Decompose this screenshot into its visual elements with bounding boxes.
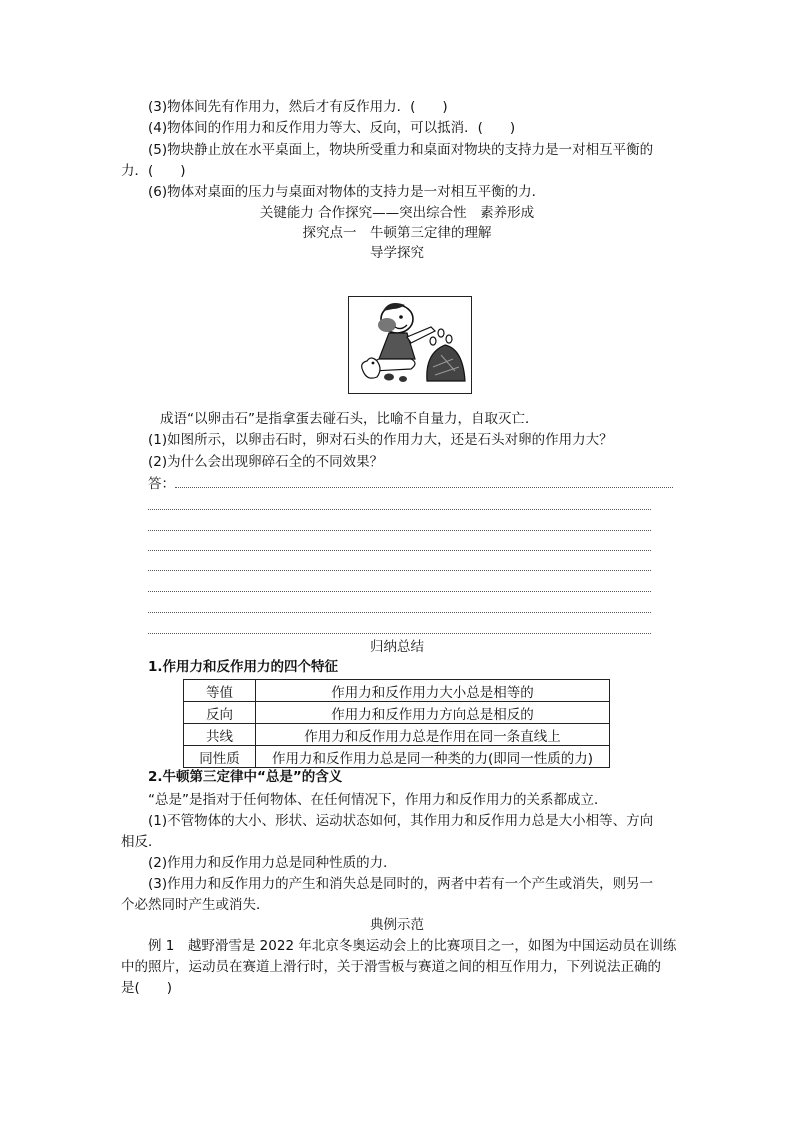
idiom-question-1: (1)如图所示，以卵击石时，卵对石头的作用力大，还是石头对卵的作用力大？ [148, 432, 613, 448]
always-point-3-line-2: 个必然同时产生或消失． [121, 897, 270, 913]
item-5-line-1: (5)物块静止放在水平桌面上，物块所受重力和桌面对物块的支持力是一对相互平衡的 [148, 142, 654, 158]
egg-hitting-stone-icon [349, 297, 470, 392]
item-5-line-2: 力．( ) [121, 163, 186, 179]
answer-line[interactable] [175, 487, 673, 488]
table-row [184, 724, 610, 746]
table-row [184, 746, 610, 768]
feature-key: 同性质 [184, 746, 256, 768]
feature-key: 共线 [184, 724, 256, 746]
idiom-question-2: (2)为什么会出现卵碎石全的不同效果？ [148, 454, 384, 470]
idiom-intro: 成语“以卵击石”是指拿蛋去碰石头，比喻不自量力，自取灭亡． [160, 411, 539, 427]
example-heading: 典例示范 [370, 917, 424, 933]
always-title: 2.牛顿第三定律中“总是”的含义 [148, 769, 343, 785]
table-row [184, 702, 610, 724]
feature-desc: 作用力和反作用力总是同一种类的力(即同一性质的力) [256, 746, 610, 768]
answer-line[interactable] [148, 530, 651, 531]
answer-line[interactable] [148, 570, 651, 571]
item-6: (6)物体对桌面的压力与桌面对物体的支持力是一对相互平衡的力． [148, 184, 546, 200]
item-4: (4)物体间的作用力和反作用力等大、反向，可以抵消．( ) [148, 120, 516, 136]
feature-desc: 作用力和反作用力大小总是相等的 [256, 680, 610, 702]
answer-label: 答： [148, 476, 175, 492]
feature-desc: 作用力和反作用力方向总是相反的 [256, 702, 610, 724]
key-ability-heading: 关键能力 合作探究——突出综合性 素养形成 [259, 205, 535, 221]
answer-line[interactable] [148, 550, 651, 551]
answer-line[interactable] [148, 509, 651, 510]
item-3: (3)物体间先有作用力，然后才有反作用力．( ) [148, 99, 448, 115]
guided-inquiry-heading: 导学探究 [370, 245, 424, 261]
inquiry-point-heading: 探究点一 牛顿第三定律的理解 [302, 225, 492, 241]
egg-stone-figure [348, 296, 472, 394]
feature-key: 反向 [184, 702, 256, 724]
table-row [184, 680, 610, 702]
summary-heading: 归纳总结 [370, 639, 424, 655]
example-1-line-3: 是( ) [121, 980, 173, 996]
features-table [183, 679, 610, 768]
answer-line[interactable] [148, 633, 651, 634]
feature-key: 等值 [184, 680, 256, 702]
answer-line[interactable] [148, 591, 651, 592]
always-point-3-line-1: (3)作用力和反作用力的产生和消失总是同时的，两者中若有一个产生或消失，则另一 [148, 876, 654, 892]
always-point-1-line-2: 相反． [121, 834, 162, 850]
features-title: 1.作用力和反作用力的四个特征 [148, 659, 339, 675]
answer-line[interactable] [148, 612, 651, 613]
always-point-1-line-1: (1)不管物体的大小、形状、运动状态如何，其作用力和反作用力总是大小相等、方向 [148, 813, 654, 829]
example-1-line-2: 中的照片，运动员在赛道上滑行时，关于滑雪板与赛道之间的相互作用力，下列说法正确的 [121, 959, 661, 975]
always-point-2: (2)作用力和反作用力总是同种性质的力． [148, 855, 397, 871]
example-1-line-1: 例 1 越野滑雪是 2022 年北京冬奥运动会上的比赛项目之一，如图为中国运动员在训练 [148, 938, 677, 954]
feature-desc: 作用力和反作用力总是作用在同一条直线上 [256, 724, 610, 746]
always-intro: “总是”是指对于任何物体、在任何情况下，作用力和反作用力的关系都成立． [148, 792, 608, 808]
